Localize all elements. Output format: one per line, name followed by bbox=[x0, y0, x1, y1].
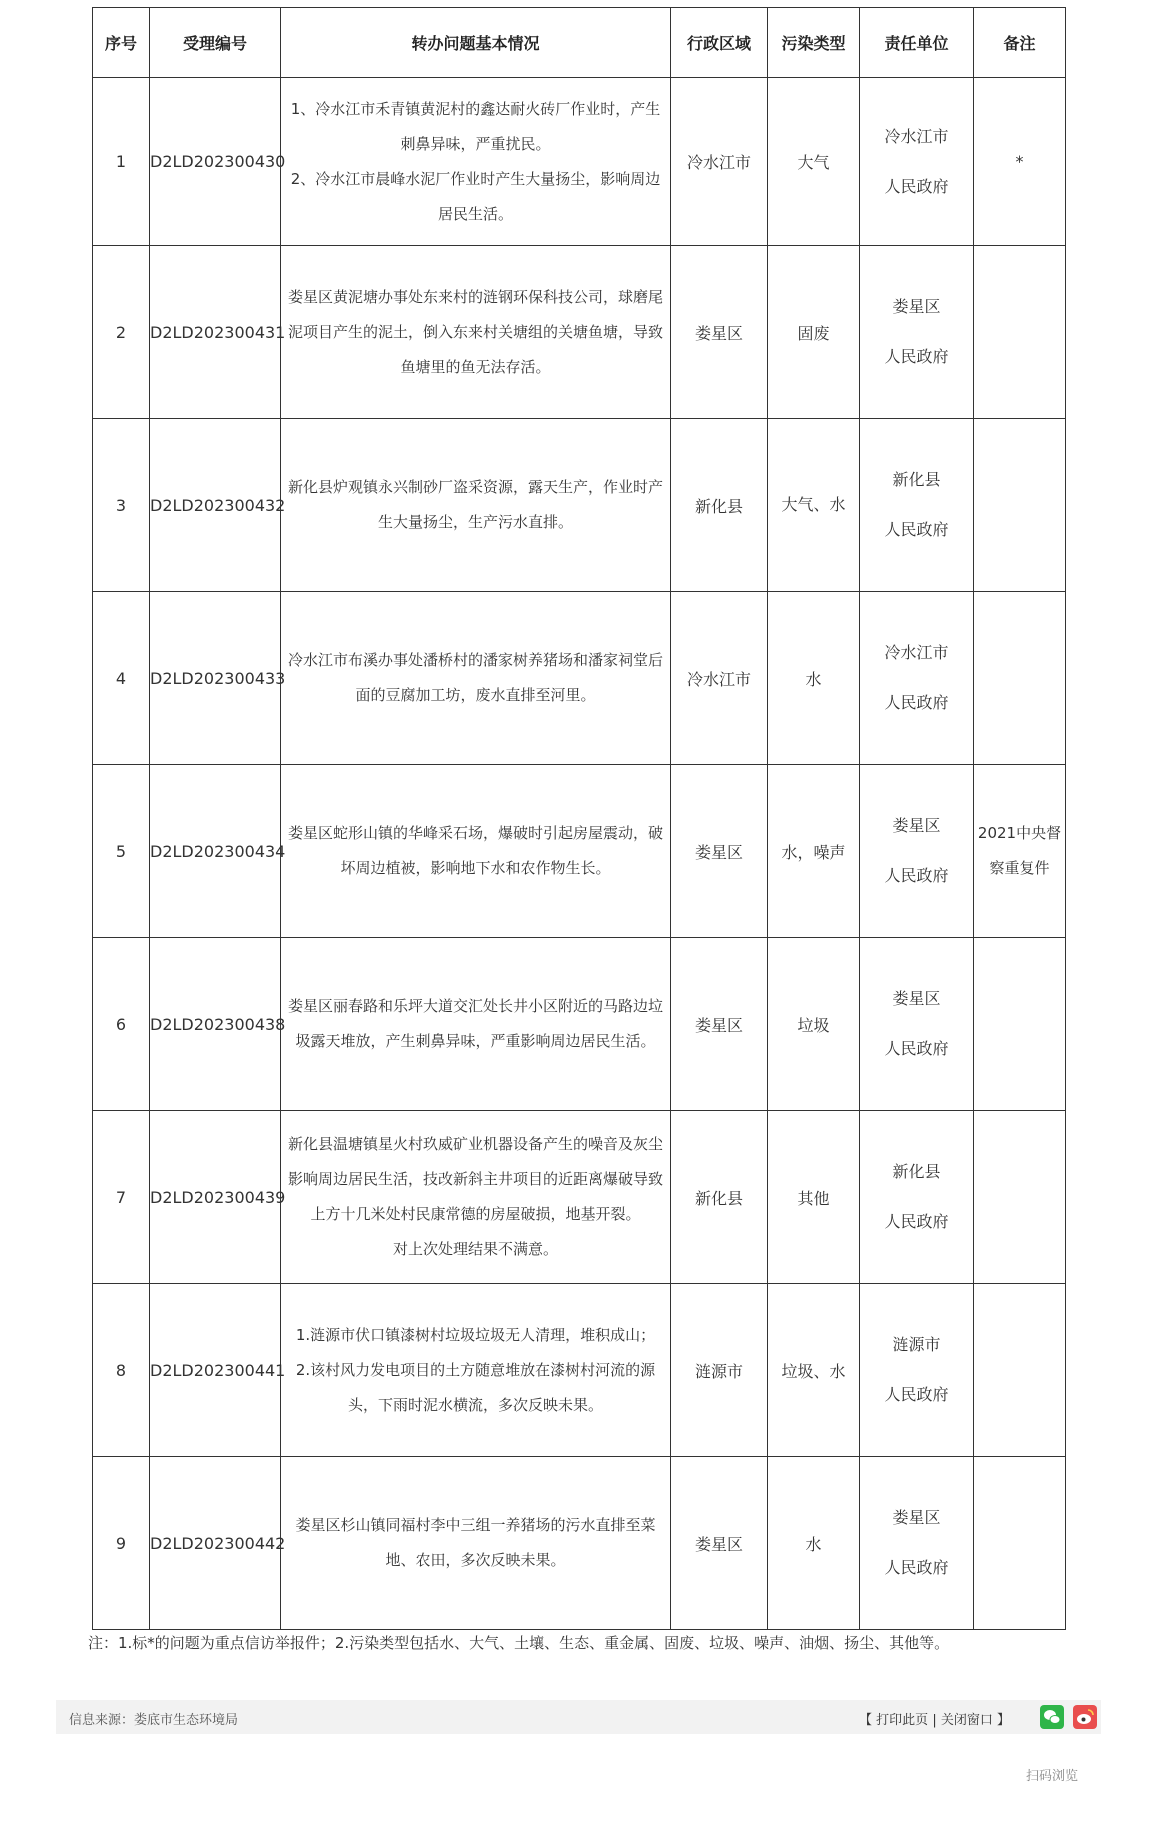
desc-line: 2、冷水江市晨峰水泥厂作业时产生大量扬尘，影响周边居民生活。 bbox=[290, 169, 661, 223]
cell-region: 娄星区 bbox=[671, 765, 768, 938]
table-row bbox=[93, 419, 1066, 592]
desc-line: 娄星区丽春路和乐坪大道交汇处长井小区附近的马路边垃圾露天堆放，产生刺鼻异味，严重影响周边居民生活。 bbox=[287, 997, 663, 1050]
unit-gov: 人民政府 bbox=[884, 520, 949, 539]
unit-name: 新化县 bbox=[892, 1162, 941, 1181]
cell-note bbox=[974, 419, 1066, 592]
note-text: 2021中央督察重复件 bbox=[977, 824, 1062, 877]
unit-name: 娄星区 bbox=[892, 989, 941, 1008]
close-window-link[interactable]: 关闭窗口 bbox=[940, 1713, 993, 1728]
cell-no: 1 bbox=[93, 78, 150, 246]
weibo-icon[interactable] bbox=[1073, 1705, 1097, 1729]
table-row bbox=[93, 1111, 1066, 1284]
wechat-icon[interactable] bbox=[1040, 1705, 1064, 1729]
cell-desc bbox=[281, 592, 671, 765]
unit-name: 娄星区 bbox=[892, 816, 941, 835]
cell-region: 涟源市 bbox=[671, 1284, 768, 1457]
source-text: 信息来源：娄底市生态环境局 bbox=[69, 1713, 239, 1728]
cell-desc bbox=[281, 938, 671, 1111]
table-row bbox=[93, 765, 1066, 938]
cell-type: 大气 bbox=[768, 78, 860, 246]
desc-line: 对上次处理结果不满意。 bbox=[392, 1240, 558, 1258]
complaint-table bbox=[92, 7, 1066, 1630]
cell-desc bbox=[281, 1111, 671, 1284]
cell-no: 5 bbox=[93, 765, 150, 938]
unit-gov: 人民政府 bbox=[884, 176, 949, 196]
cell-no: 8 bbox=[93, 1284, 150, 1457]
cell-desc bbox=[281, 765, 671, 938]
table-row bbox=[93, 1284, 1066, 1457]
type-text: 大气、水 bbox=[781, 495, 846, 514]
desc-line: 冷水江市布溪办事处潘桥村的潘家树养猪场和潘家祠堂后面的豆腐加工坊，废水直排至河里。 bbox=[287, 651, 663, 704]
cell-region: 娄星区 bbox=[671, 246, 768, 419]
cell-unit bbox=[860, 765, 974, 938]
cell-type: 垃圾 bbox=[768, 938, 860, 1111]
cell-id: D2LD202300441 bbox=[150, 1284, 281, 1457]
cell-id: D2LD202300433 bbox=[150, 592, 281, 765]
table-row bbox=[93, 592, 1066, 765]
cell-note bbox=[974, 938, 1066, 1111]
bracket-open: 【 bbox=[859, 1713, 873, 1728]
unit-name: 冷水江市 bbox=[884, 126, 949, 146]
cell-region: 娄星区 bbox=[671, 1457, 768, 1630]
cell-desc bbox=[281, 1457, 671, 1630]
cell-unit bbox=[860, 592, 974, 765]
unit-gov: 人民政府 bbox=[884, 693, 949, 712]
cell-unit bbox=[860, 1111, 974, 1284]
cell-id: D2LD202300431 bbox=[150, 246, 281, 419]
cell-note bbox=[974, 246, 1066, 419]
footer-bar bbox=[56, 1700, 1101, 1734]
cell-region: 冷水江市 bbox=[671, 592, 768, 765]
cell-id: D2LD202300438 bbox=[150, 938, 281, 1111]
unit-gov: 人民政府 bbox=[884, 866, 949, 885]
cell-type bbox=[768, 419, 860, 592]
unit-name: 娄星区 bbox=[892, 297, 941, 316]
cell-note bbox=[974, 765, 1066, 938]
cell-region: 新化县 bbox=[671, 419, 768, 592]
cell-id: D2LD202300439 bbox=[150, 1111, 281, 1284]
desc-line: 1、冷水江市禾青镇黄泥村的鑫达耐火砖厂作业时，产生刺鼻异味，严重扰民。 bbox=[290, 99, 661, 153]
table-row bbox=[93, 938, 1066, 1111]
unit-gov: 人民政府 bbox=[884, 347, 949, 366]
print-link[interactable]: 打印此页 bbox=[876, 1713, 929, 1728]
cell-unit bbox=[860, 938, 974, 1111]
cell-desc bbox=[281, 246, 671, 419]
desc-line: 2.该村风力发电项目的土方随意堆放在漆树村河流的源头，下雨时泥水横流，多次反映未果。 bbox=[295, 1360, 656, 1414]
header-unit: 责任单位 bbox=[860, 8, 974, 78]
unit-name: 娄星区 bbox=[892, 1508, 941, 1527]
header-desc: 转办问题基本情况 bbox=[281, 8, 671, 78]
unit-gov: 人民政府 bbox=[884, 1558, 949, 1577]
desc-line: 新化县温塘镇星火村玖威矿业机器设备产生的噪音及灰尘影响周边居民生活，技改新斜主井项目的近距离爆破导致上方十几米处村民康常德的房屋破损，地基开裂。 bbox=[287, 1135, 663, 1223]
cell-no: 4 bbox=[93, 592, 150, 765]
cell-no: 6 bbox=[93, 938, 150, 1111]
unit-gov: 人民政府 bbox=[884, 1212, 949, 1231]
cell-no: 9 bbox=[93, 1457, 150, 1630]
unit-name: 涟源市 bbox=[892, 1335, 941, 1354]
unit-name: 冷水江市 bbox=[884, 643, 949, 662]
cell-id: D2LD202300432 bbox=[150, 419, 281, 592]
cell-no: 3 bbox=[93, 419, 150, 592]
unit-gov: 人民政府 bbox=[884, 1039, 949, 1058]
cell-type: 水 bbox=[768, 1457, 860, 1630]
cell-region: 娄星区 bbox=[671, 938, 768, 1111]
cell-no: 7 bbox=[93, 1111, 150, 1284]
cell-note bbox=[974, 592, 1066, 765]
cell-type: 水，噪声 bbox=[768, 765, 860, 938]
desc-line: 1.涟源市伏口镇漆树村垃圾垃圾无人清理，堆积成山； bbox=[295, 1325, 656, 1344]
bracket-close: 】 bbox=[997, 1713, 1011, 1728]
scan-to-browse-label: 扫码浏览 bbox=[1026, 1769, 1079, 1784]
cell-desc bbox=[281, 78, 671, 246]
header-region: 行政区域 bbox=[671, 8, 768, 78]
desc-line: 新化县炉观镇永兴制砂厂盗采资源，露天生产，作业时产生大量扬尘，生产污水直排。 bbox=[287, 478, 663, 531]
cell-id: D2LD202300442 bbox=[150, 1457, 281, 1630]
table-footnote: 注：1.标*的问题为重点信访举报件；2.污染类型包括水、大气、土壤、生态、重金属、固废、垃圾、噪声、油烟、扬尘、其他等。 bbox=[88, 1634, 950, 1652]
header-id: 受理编号 bbox=[150, 8, 281, 78]
cell-unit bbox=[860, 1284, 974, 1457]
cell-region: 新化县 bbox=[671, 1111, 768, 1284]
header-type: 污染类型 bbox=[768, 8, 860, 78]
cell-region: 冷水江市 bbox=[671, 78, 768, 246]
desc-line: 娄星区蛇形山镇的华峰采石场，爆破时引起房屋震动，破坏周边植被，影响地下水和农作物生长。 bbox=[287, 824, 663, 877]
cell-no: 2 bbox=[93, 246, 150, 419]
cell-note bbox=[974, 1111, 1066, 1284]
cell-unit bbox=[860, 419, 974, 592]
desc-line: 娄星区黄泥塘办事处东来村的涟钢环保科技公司，球磨尾泥项目产生的泥土，倒入东来村关塘组的关塘鱼塘，导致鱼塘里的鱼无法存活。 bbox=[287, 287, 663, 376]
cell-unit bbox=[860, 78, 974, 246]
cell-note: * bbox=[974, 78, 1066, 246]
table-row bbox=[93, 246, 1066, 419]
table-row bbox=[93, 1457, 1066, 1630]
header-no: 序号 bbox=[93, 8, 150, 78]
cell-type: 其他 bbox=[768, 1111, 860, 1284]
cell-note bbox=[974, 1284, 1066, 1457]
cell-desc bbox=[281, 1284, 671, 1457]
cell-id: D2LD202300430 bbox=[150, 78, 281, 246]
cell-type: 固废 bbox=[768, 246, 860, 419]
cell-unit bbox=[860, 1457, 974, 1630]
table-row bbox=[93, 78, 1066, 246]
unit-gov: 人民政府 bbox=[884, 1385, 949, 1404]
footer-links bbox=[859, 1709, 1010, 1728]
unit-name: 新化县 bbox=[892, 470, 941, 489]
cell-unit bbox=[860, 246, 974, 419]
cell-type: 水 bbox=[768, 592, 860, 765]
cell-id: D2LD202300434 bbox=[150, 765, 281, 938]
cell-note bbox=[974, 1457, 1066, 1630]
table-header-row bbox=[93, 8, 1066, 78]
header-note: 备注 bbox=[974, 8, 1066, 78]
link-separator: | bbox=[932, 1713, 937, 1728]
cell-desc bbox=[281, 419, 671, 592]
cell-type: 垃圾、水 bbox=[768, 1284, 860, 1457]
desc-line: 娄星区杉山镇同福村李中三组一养猪场的污水直排至菜地、农田，多次反映未果。 bbox=[295, 1516, 656, 1569]
